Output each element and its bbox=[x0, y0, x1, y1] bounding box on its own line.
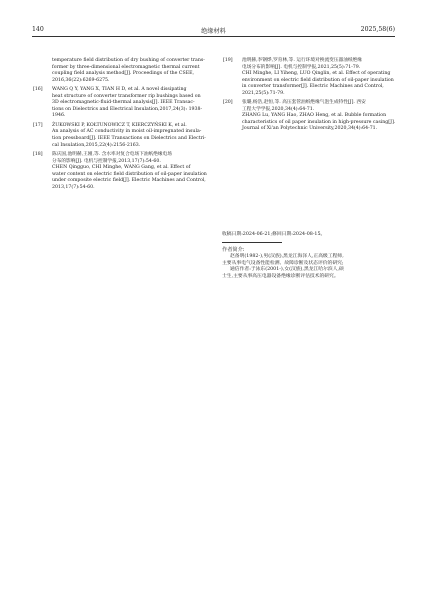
divider-rule bbox=[222, 242, 282, 243]
reference-entry bbox=[32, 58, 210, 84]
reference-entry bbox=[222, 100, 398, 133]
reference-text-line: 工程大学学报,2020,34(4):64-71. bbox=[242, 106, 315, 112]
reference-text-line: tions on Dielectrics and Electrical Insulation,2017,24(3): 1938- bbox=[52, 106, 203, 112]
reference-text-line: 1946. bbox=[52, 113, 66, 119]
reference-number: [18] bbox=[33, 152, 43, 158]
reference-text-line: 陈庆国,池明赫,王刚,等. 含水率对复合电场下油纸绝缘电场 bbox=[52, 152, 172, 158]
page-number: 140 bbox=[32, 26, 44, 33]
reference-text-line: CHEN Qingguo, CHI Minghe, WANG Gang, et al. Effect of bbox=[52, 165, 191, 171]
references-right-column bbox=[222, 58, 398, 136]
reference-text-line: ŻUKOWSKI P, KOŁTUNOWICZ T, KIERCZYŃSKI K, et al. bbox=[52, 122, 187, 128]
author-bio-line: 赵备明(1982-),男(汉族),黑龙江海泽人,正高级工程师, bbox=[230, 254, 344, 260]
reference-entry bbox=[32, 123, 210, 149]
reference-text-line: under composite electric field[J]. Electric Machines and Control, bbox=[52, 178, 206, 184]
author-bio-line: 通信作者:于泳东(2001-),女(汉族),黑龙江哈尔滨人,硕 bbox=[230, 267, 344, 273]
reference-number: [20] bbox=[223, 100, 233, 106]
reference-text-line: WANG Q Y, YANG X, TIAN H D, et al. A novel dissipating bbox=[52, 87, 187, 93]
reference-text-line: former by three-dimensional electromagnetic thermal current bbox=[52, 64, 200, 70]
reference-text-line: 池明赫,李钢烨,罗育林,等. 运行环境对换流变压器油纸绝缘 bbox=[242, 58, 362, 63]
reference-text-line: 2013,17(7):54-60. bbox=[52, 184, 95, 190]
reference-text-line: characteristics of oil paper insulation in high-pressure casing[J]. bbox=[242, 119, 396, 125]
reference-text-line: heat structure of converter transformer rip bushings based on bbox=[52, 93, 201, 99]
running-header bbox=[32, 26, 395, 37]
author-bios bbox=[222, 254, 398, 280]
reference-text-line: 电场分布的影响[J]. 电机与控制学报,2021,25(5):71-79. bbox=[242, 64, 361, 70]
reference-text-line: CHI Minghe, LI Yiheng, LUO Qinglin, et al. Effect of operating bbox=[242, 71, 391, 77]
reference-text-line: in converter transformer[J]. Electric Machines and Control, bbox=[242, 84, 384, 90]
author-intro-heading: 作者简介: bbox=[222, 246, 245, 253]
volume-issue: 2025,58(6) bbox=[360, 26, 395, 33]
reference-text-line: coupling field analysis method[J]. Proceedings of the CSEE, bbox=[52, 71, 195, 77]
reference-text-line: environment on electric field distribution of oil-paper insulation bbox=[242, 77, 394, 83]
reference-entry bbox=[32, 152, 210, 191]
article-footer-info bbox=[222, 232, 398, 281]
author-bio-line: 士生,主要从事高压电器设备绝缘诊断评估技术的研究。 bbox=[222, 273, 339, 279]
reference-entry bbox=[32, 87, 210, 120]
reference-text-line: 张璐,杨浩,赵恒,等. 高压套管油纸绝缘气泡生成特性[J]. 西安 bbox=[242, 100, 366, 106]
reference-text-line: tion pressboard[J]. IEEE Transactions on Dielectrics and Electri- bbox=[52, 136, 206, 142]
reference-text-line: 分布的影响[J]. 电机与控制学报,2013,17(7):54-60. bbox=[52, 158, 161, 164]
reference-text-line: An analysis of AC conductivity in moist oil-impregnated insula- bbox=[52, 129, 202, 135]
reference-text-line: ZHANG Lu, YANG Hao, ZHAO Heng, et al. Bubble formation bbox=[242, 113, 387, 119]
reference-entry bbox=[222, 58, 398, 97]
reference-text-line: temperature field distribution of dry bushing of converter trans- bbox=[52, 58, 205, 63]
author-bio-line: 主要从事电气设备性能检测、故障诊断及状态评价的研究; bbox=[222, 260, 344, 266]
reference-number: [16] bbox=[33, 87, 43, 93]
reference-text-line: 2016,36(22):6269-6275. bbox=[52, 77, 110, 83]
reference-number: [19] bbox=[223, 58, 233, 63]
reference-text-line: Journal of Xi'an Polytechnic University,2020,34(4):64-71. bbox=[242, 126, 378, 132]
received-dates: 收稿日期:2024-06-21;修回日期:2024-08-15。 bbox=[222, 232, 326, 237]
references-left-column bbox=[32, 58, 210, 194]
reference-text-line: cal Insulation,2015,22(4):2156-2163. bbox=[52, 142, 141, 148]
reference-text-line: water content on electric field distribution of oil-paper insulation bbox=[52, 171, 207, 177]
reference-text-line: 3D electromagnetic-fluid-thermal analysis[J]. IEEE Transac- bbox=[52, 100, 195, 106]
journal-name: 绝缘材料 bbox=[201, 28, 226, 35]
reference-number: [17] bbox=[33, 122, 43, 128]
reference-text-line: 2021,25(5):71-79. bbox=[242, 90, 285, 96]
